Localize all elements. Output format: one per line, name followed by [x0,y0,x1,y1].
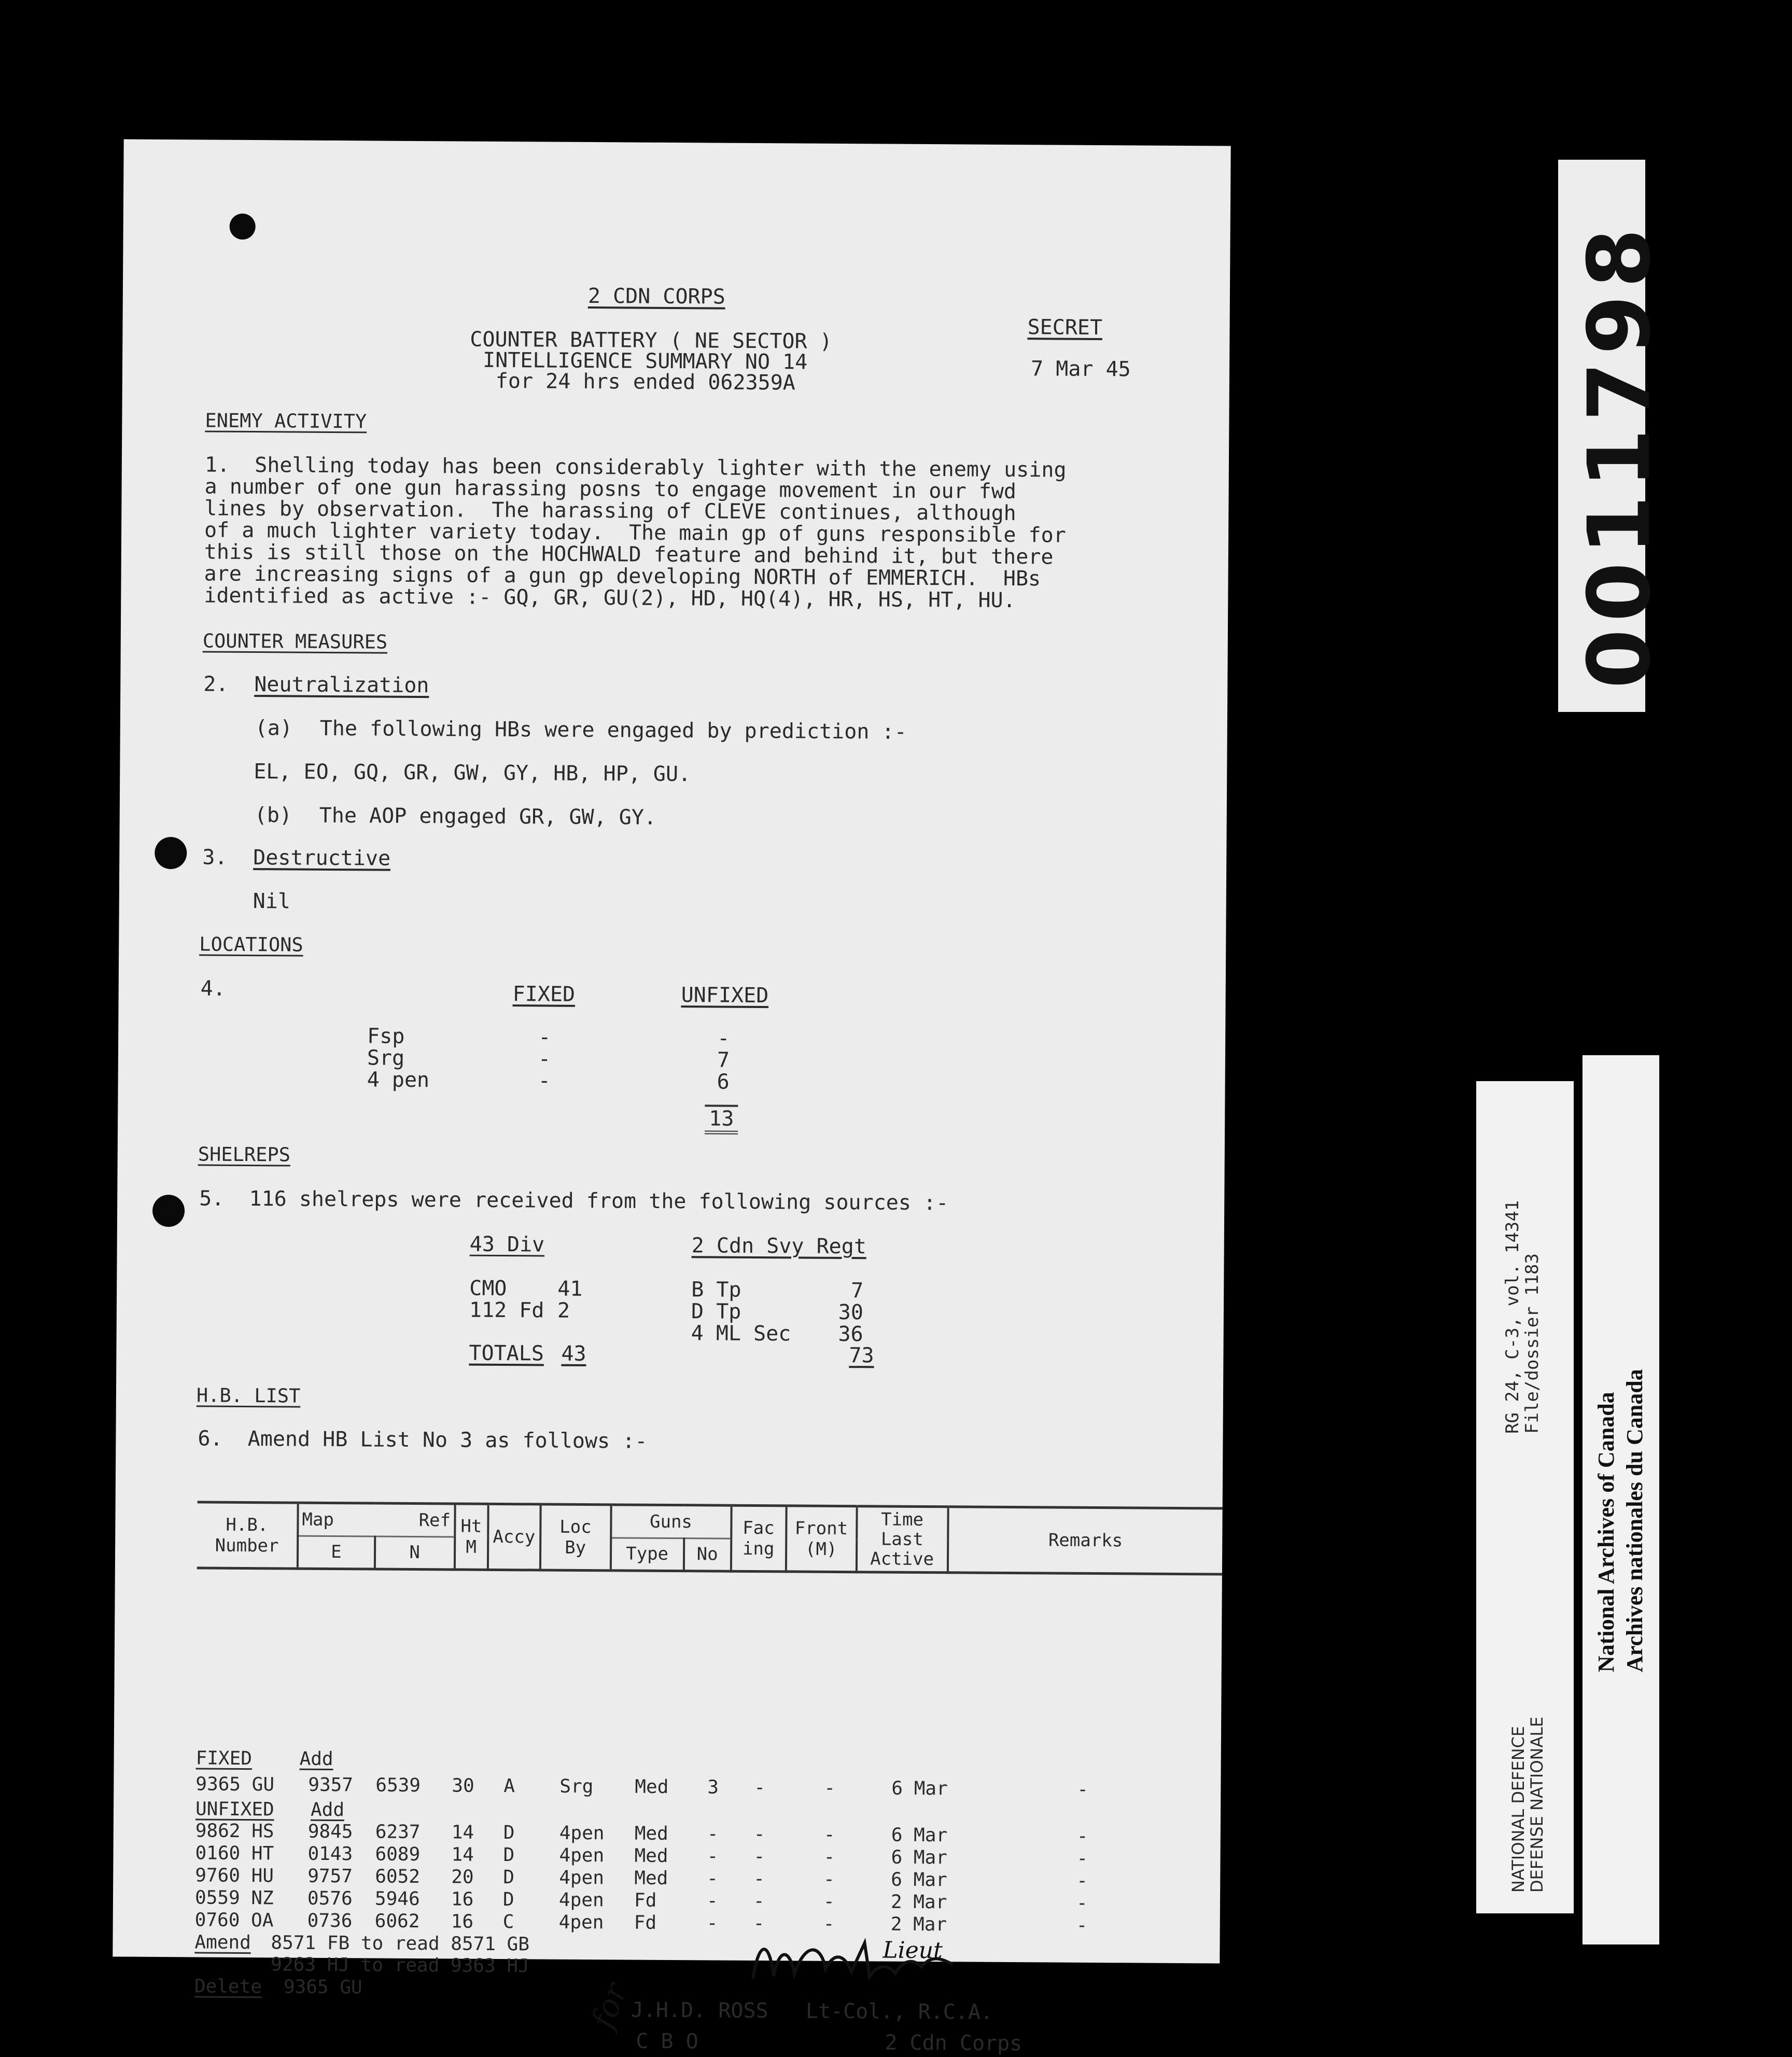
shelreps-right-title: 2 Cdn Svy Regt [691,1234,867,1259]
enemy-activity-heading: ENEMY ACTIVITY [205,409,367,433]
hb-cell-front: - [823,1868,835,1890]
item-a-text: The following HBs were engaged by prediction :- [319,716,907,744]
hb-cell-ht: 14 [451,1844,474,1866]
archive-reference-label [1476,1081,1574,1913]
hb-cell-type: Fd [634,1890,657,1911]
archive-number-stamp [1558,160,1669,712]
col-accy: Accy [487,1504,540,1570]
hb-cell-no: - [707,1868,719,1890]
hb-cell-remarks: - [1076,1892,1088,1914]
hb-cell-loc: 4pen [558,1889,604,1911]
shelreps-right-label: B Tp [691,1278,741,1302]
hb-cell-fac: - [754,1776,766,1799]
hb-cell-hb: 9862 HS [195,1820,274,1842]
hb-cell-fac: - [753,1868,765,1890]
shelreps-right-value: 30 [838,1300,864,1325]
title-line-3: for 24 hrs ended 062359A [495,369,795,395]
para4-number: 4. [200,976,226,1001]
locations-label-cell: Srg [367,1046,405,1070]
col-time-last-active: Time Last Active [856,1506,948,1573]
hb-cell-ht: 16 [451,1888,474,1910]
hb-cell-loc: 4pen [559,1867,605,1889]
classification: SECRET [1027,315,1103,340]
hb-cell-hb: 0160 HT [195,1842,274,1865]
locations-fixed-cell: - [538,1047,551,1071]
destructive-text: Nil [253,889,291,914]
signature-cbo: C B O [636,2029,698,2054]
shelreps-paragraph: 5. 116 shelreps were received from the following sources :- [199,1186,949,1215]
shelreps-left-label: 112 Fd [469,1298,544,1323]
punch-hole [155,837,187,869]
shelreps-right-total: 73 [849,1344,874,1368]
hb-cell-hb: 0760 OA [194,1909,274,1932]
hb-cell-time: 6 Mar [891,1824,948,1846]
shelreps-right-label: D Tp [691,1299,741,1324]
col-remarks: Remarks [947,1507,1222,1574]
locations-total: 13 [705,1104,738,1134]
hb-cell-accy: D [502,1889,514,1911]
hb-cell-front: - [823,1891,835,1912]
hb-cell-e: 9845 [307,1821,353,1843]
hb-cell-front: - [823,1846,835,1868]
col-no: No [683,1538,731,1571]
locations-label-cell: Fsp [367,1024,405,1048]
locations-unfixed-cell: 7 [717,1048,730,1072]
col-e: E [298,1536,375,1569]
hb-cell-accy: D [503,1844,515,1866]
hb-cell-hb: 9760 HU [195,1865,274,1887]
archive-ref-line-1: RG 24, C-3, vol. 14341 [1502,1200,1523,1434]
hb-cell-loc: 4pen [559,1844,605,1867]
hb-cell-front: - [823,1824,835,1845]
shelreps-left-total: 43 [561,1341,586,1366]
national-defence-line-1: NATIONAL DEFENCE [1508,1726,1528,1893]
shelreps-right-value: 7 [850,1279,864,1303]
hb-table-header [197,1501,1223,1575]
signature-for: for [584,1978,635,2034]
hb-cell-no: - [706,1890,718,1912]
hb-cell-fac: - [753,1912,765,1935]
col-front: Front (M) [786,1506,857,1572]
shelreps-left-value: 2 [557,1298,570,1323]
hb-list-paragraph: 6. Amend HB List No 3 as follows :- [198,1426,648,1453]
hb-cell-type: Fd [634,1912,657,1934]
national-archives-fr: Archives nationales du Canada [1622,1369,1647,1672]
hb-cell-remarks: - [1076,1914,1088,1936]
enemy-activity-line: are increasing signs of a gun gp developing NORTH of EMMERICH. HBs [204,562,1041,591]
delete-text: 9365 GU [283,1976,362,1998]
archive-number: 0011798 [1570,221,1669,689]
hb-cell-no: - [706,1912,718,1934]
hb-cell-loc: 4pen [558,1911,604,1934]
counter-measures-heading: COUNTER MEASURES [202,629,388,653]
item-b-text: The AOP engaged GR, GW, GY. [319,803,657,830]
item-a-list: EL, EO, GQ, GR, GW, GY, HB, HP, GU. [254,760,691,787]
document-date: 7 Mar 45 [1030,357,1131,382]
document-page [113,139,1230,2056]
enemy-activity-line: of a much lighter variety today. The main gp of guns responsible for [204,518,1066,548]
col-n: N [375,1536,455,1570]
signature-name-line: J.H.D. ROSS Lt-Col., R.C.A. [631,1998,993,2024]
shelreps-totals-label: TOTALS [469,1341,544,1366]
locations-col-fixed: FIXED [512,982,576,1006]
locations-unfixed-cell: - [717,1026,730,1051]
hb-cell-n: 6062 [374,1910,420,1933]
signature-handwriting: Lieut [883,1937,943,1964]
neutralization-heading: Neutralization [254,673,429,698]
hb-cell-type: Med [634,1845,668,1867]
national-archives-label [1583,1055,1659,1944]
unfixed-add-label: Add [310,1799,345,1821]
col-type: Type [610,1537,683,1571]
hb-cell-n: 6089 [375,1843,421,1866]
hb-cell-no: - [707,1845,719,1867]
national-archives-en: National Archives of Canada [1593,1392,1619,1672]
hb-cell-ht: 30 [452,1775,474,1797]
hb-cell-time: 6 Mar [891,1869,947,1891]
locations-col-unfixed: UNFIXED [681,983,769,1008]
signature-corps: 2 Cdn Corps [885,2031,1023,2056]
hb-cell-e: 0143 [307,1843,353,1865]
hb-cell-ht: 14 [451,1822,474,1843]
hb-cell-type: Med [634,1867,668,1889]
amend-line-1: 8571 FB to read 8571 GB [271,1932,530,1955]
shelreps-right-value: 36 [838,1322,863,1347]
hb-cell-time: 2 Mar [890,1913,947,1936]
delete-label: Delete [194,1976,262,1998]
hb-cell-loc: 4pen [559,1822,605,1844]
col-hb-number: H.B. Number [197,1502,298,1569]
unit-heading: 2 CDN CORPS [587,284,725,309]
hb-cell-accy: A [503,1775,515,1797]
col-map-ref: Map Ref [298,1503,455,1536]
enemy-activity-line: 1. Shelling today has been considerably lighter with the enemy using [204,453,1067,482]
para2-number: 2. [203,672,229,696]
amend-label: Amend [194,1932,251,1954]
title-line-1: COUNTER BATTERY ( NE SECTOR ) [470,327,832,354]
hb-cell-remarks: - [1076,1870,1088,1892]
enemy-activity-line: lines by observation. The harassing of CLEVE continues, although [204,496,1016,526]
hb-cell-e: 0576 [307,1887,353,1910]
hb-cell-hb: 0559 NZ [194,1887,274,1909]
hb-cell-fac: - [753,1890,765,1912]
locations-heading: LOCATIONS [199,933,303,956]
para3-number: 3. [202,845,228,870]
col-guns: Guns [611,1505,731,1538]
hb-cell-n: 6539 [375,1774,421,1797]
hb-cell-n: 6237 [375,1821,421,1843]
title-line-2: INTELLIGENCE SUMMARY NO 14 [482,348,808,374]
hb-cell-no: 3 [707,1776,719,1798]
hb-cell-type: Med [634,1823,668,1844]
hb-cell-remarks: - [1076,1848,1088,1869]
fixed-label: FIXED [195,1747,253,1770]
hb-cell-front: - [823,1913,835,1935]
hb-cell-type: Med [635,1776,669,1798]
handwritten-signature [748,1927,956,1995]
locations-fixed-cell: - [538,1069,551,1093]
national-defence-line-2: DEFENSE NATIONALE [1527,1716,1547,1893]
hb-cell-ht: 16 [451,1911,474,1933]
col-ht: Ht M [454,1504,488,1570]
punch-hole [230,214,256,240]
hb-cell-fac: - [753,1823,765,1845]
col-loc-by: Loc By [540,1504,611,1571]
hb-cell-time: 6 Mar [891,1846,948,1869]
hb-cell-fac: - [753,1845,765,1868]
shelreps-right-label: 4 ML Sec [691,1321,791,1346]
hb-cell-time: 2 Mar [890,1891,947,1913]
col-facing: Fac ing [731,1505,786,1572]
hb-cell-loc: Srg [559,1775,594,1798]
shelreps-left-label: CMO [469,1276,507,1301]
hb-cell-accy: C [502,1911,514,1933]
enemy-activity-line: identified as active :- GQ, GR, GU(2), HD, HQ(4), HR, HS, HT, HU. [204,583,1016,613]
locations-unfixed-cell: 6 [717,1070,730,1094]
hb-cell-remarks: - [1076,1825,1088,1847]
hb-cell-accy: D [503,1867,515,1888]
item-a-label: (a) [255,716,293,740]
enemy-activity-line: a number of one gun harassing posns to engage movement in our fwd [204,474,1017,504]
hb-cell-no: - [707,1823,719,1845]
fixed-add-label: Add [299,1748,333,1770]
shelreps-heading: SHELREPS [198,1143,291,1166]
enemy-activity-line: this is still those on the HOCHWALD feature and behind it, but there [204,540,1054,569]
shelreps-left-title: 43 Div [469,1232,545,1257]
hb-cell-remarks: - [1077,1779,1089,1800]
destructive-heading: Destructive [253,846,391,871]
hb-cell-time: 6 Mar [891,1778,948,1800]
hb-cell-accy: D [503,1822,515,1844]
hb-cell-ht: 20 [451,1866,474,1888]
locations-fixed-cell: - [538,1025,551,1050]
hb-cell-n: 5946 [374,1888,420,1910]
shelreps-left-value: 41 [557,1277,583,1301]
hb-list-heading: H.B. LIST [196,1384,301,1407]
unfixed-label: UNFIXED [195,1798,274,1821]
hb-cell-front: - [824,1777,836,1799]
item-b-label: (b) [254,803,292,828]
hb-cell-n: 6052 [375,1866,421,1888]
hb-cell-e: 9357 [308,1774,354,1796]
hb-cell-e: 9757 [307,1865,353,1887]
punch-hole [152,1195,185,1227]
locations-label-cell: 4 pen [367,1068,430,1093]
amend-line-2: 9263 HJ to read 9363 HJ [271,1954,529,1977]
archive-ref-line-2: File/dossier 1183 [1522,1253,1543,1434]
hb-cell-hb: 9365 GU [195,1773,275,1796]
hb-cell-e: 0736 [307,1910,353,1932]
